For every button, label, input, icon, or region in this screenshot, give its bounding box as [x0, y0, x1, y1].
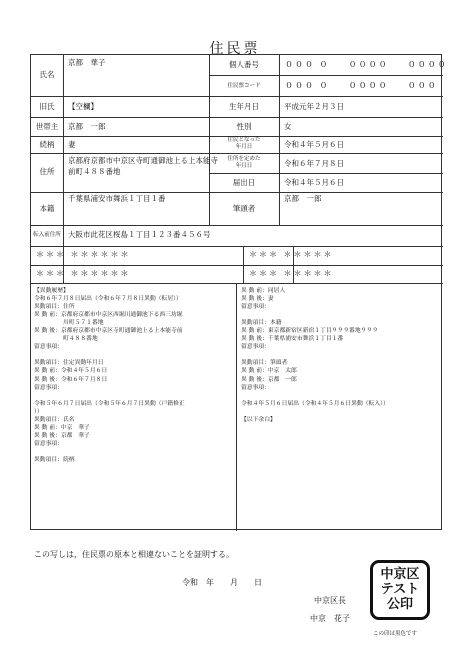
label-filed-date: 届出日 — [232, 178, 256, 187]
masked-entry-3: ＊＊＊ ＊＊＊＊＊＊ — [36, 269, 131, 278]
label-household-head: 世帯主 — [35, 122, 59, 131]
value-address-fixed: 令和６年７月８日 — [284, 159, 344, 168]
masked-entry-1: ＊＊＊ ＊＊＊＊＊＊ — [36, 250, 131, 259]
seal-line-1: 中京区 — [380, 567, 420, 582]
certification-date: 令和 年 月 日 — [182, 578, 262, 587]
issuer-name: 中京 花子 — [310, 614, 350, 623]
value-hittousha: 京都 一郎 — [284, 194, 322, 203]
label-former-surname: 旧氏 — [39, 102, 55, 111]
label-address-fixed: 住所を定めた — [227, 156, 261, 162]
value-became-resident: 令和４年５月６日 — [284, 140, 344, 149]
change-history-right: 異 動 前：同居人 異 動 後：妻 留意事項： 異動項目：本籍 異 動 前：東京都新宿区新宿１丁目９９９番地９９９ 異 動 後：千葉県浦安市舞浜１丁目１番 留意事項： 異動項目：筆頭者 異 動 前：中京 太郎 異 動 後：京都 一郎 留意事項： 令和４年５月６日届出（令和４年５月６日異動（転入）） 【以下余白】 — [241, 288, 389, 423]
masked-entry-2: ＊＊＊ ＊＊＊＊＊ — [249, 250, 334, 259]
value-birthdate: 平成元年２月３日 — [284, 102, 344, 111]
label-became-resident-date: 年月日 — [235, 144, 253, 150]
certification-statement: この写しは，住民票の原本と相違ないことを証明する。 — [34, 550, 234, 559]
seal-line-3: 公印 — [386, 597, 413, 612]
label-birthdate: 生年月日 — [229, 102, 259, 111]
value-previous-address: 大阪市此花区桜島１丁目１２３番４５６号 — [68, 230, 211, 239]
value-household-head: 京都 一郎 — [68, 122, 106, 131]
seal-line-2: テスト — [380, 582, 420, 597]
masked-entry-4: ＊＊＊ ＊＊＊＊＊ — [249, 269, 334, 278]
document-title: 住民票 — [209, 41, 261, 57]
label-honseki: 本籍 — [39, 204, 55, 213]
official-seal — [370, 560, 430, 620]
label-sex: 性別 — [236, 122, 252, 131]
label-address-fixed-date: 年月日 — [235, 163, 253, 169]
seal-note: この印は黒色です — [373, 631, 418, 637]
value-juminhyo-code: ０００ ０ ００００ ０００ — [285, 81, 438, 90]
label-became-resident: 住民となった — [227, 137, 261, 143]
label-address: 住所 — [39, 167, 55, 176]
value-kojin-number: ０００ ０ ００００ ００００ — [285, 60, 448, 69]
label-hittousha: 筆頭者 — [232, 204, 256, 213]
value-former-surname: 【空欄】 — [68, 102, 98, 111]
resident-record-table — [30, 54, 448, 530]
label-kojin-number: 個人番号 — [229, 60, 259, 69]
value-filed-date: 令和４年５月６日 — [284, 178, 344, 187]
value-honseki: 千葉県浦安市舞浜１丁目１番 — [68, 194, 166, 203]
value-address-line2: 前町４８８番地 — [68, 167, 121, 176]
label-name: 氏名 — [39, 70, 55, 79]
value-sex: 女 — [284, 122, 292, 131]
label-previous-address: 転入前住所 — [33, 232, 61, 238]
label-juminhyo-code: 住民票コード — [227, 83, 261, 89]
value-relationship: 妻 — [68, 140, 76, 149]
value-address-line1: 京都府京都市中京区寺町通御池上る上本能寺 — [68, 156, 218, 165]
issuer-title: 中京区長 — [314, 596, 346, 605]
value-name: 京都 華子 — [68, 58, 106, 67]
label-relationship: 続柄 — [39, 140, 55, 149]
change-history-left: 【異動履歴】 令和６年７月８日届出（令和６年７月８日異動（転居）） 異動項目：住所 異 動 前：京都府京都市中京区西堀川通御池下る西三坊堀 川町５７１番地 異 動 後：京都府京都市中京区寺町通御池上る上本能寺前 町４８８番地 留意事項： 異動項目：住定異動年月日 異 動 前：令和４年５月６日 異 動 後：令和６年７月８日 留意事項： 令和５年６月７日届出（令和５年６月７日異動（戸籍修正 ）） 異動項目：氏名 異 動 前：中京 華子 異 動 後：京都 華子 留意事項： 異動項目：続柄 — [34, 288, 185, 463]
